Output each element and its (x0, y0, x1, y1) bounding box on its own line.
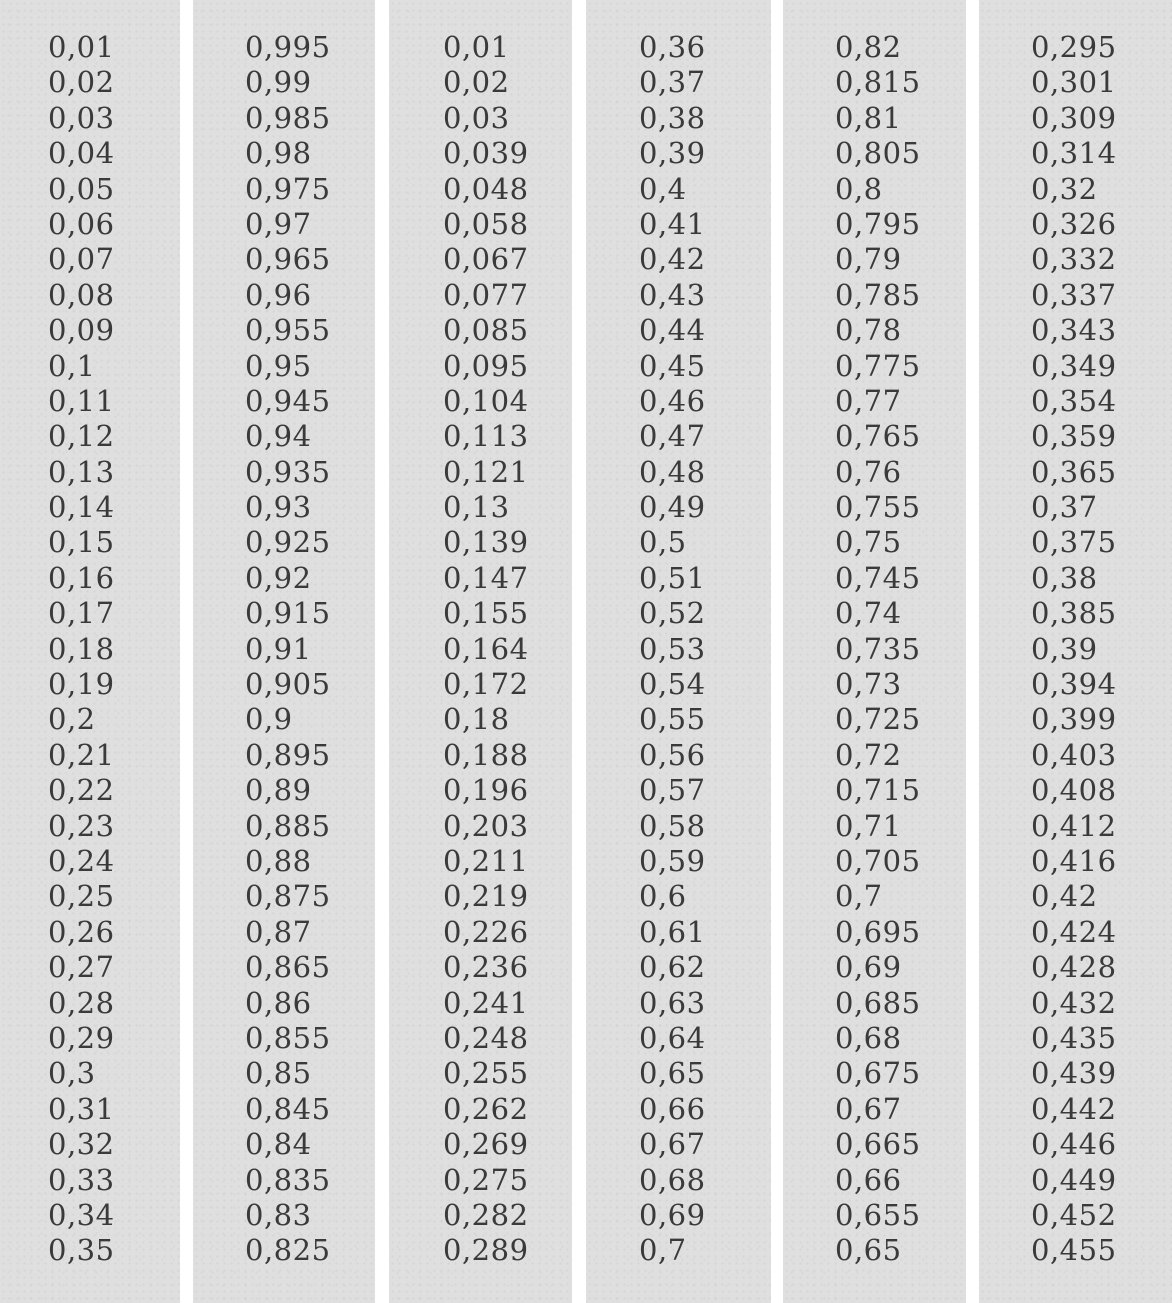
table-cell: 0,2 (48, 702, 96, 737)
table-cell: 0,88 (245, 843, 312, 878)
table-cell: 0,785 (835, 277, 921, 312)
table-cell: 0,91 (245, 631, 312, 666)
table-cell: 0,705 (835, 843, 921, 878)
table-cell: 0,314 (1031, 136, 1117, 171)
table-cell: 0,9 (245, 702, 293, 737)
table-cell: 0,665 (835, 1127, 921, 1162)
table-column-5 (783, 0, 966, 1303)
table-cell: 0,93 (245, 490, 312, 525)
table-cell: 0,147 (443, 560, 529, 595)
table-cell: 0,39 (1031, 631, 1098, 666)
table-cell: 0,61 (639, 914, 706, 949)
table-cell: 0,38 (639, 100, 706, 135)
table-cell: 0,685 (835, 985, 921, 1020)
table-cell: 0,885 (245, 808, 331, 843)
table-cell: 0,01 (48, 30, 115, 64)
table-cell: 0,6 (639, 879, 687, 914)
table-cell: 0,349 (1031, 348, 1117, 383)
table-cell: 0,394 (1031, 667, 1117, 702)
table-cell: 0,45 (639, 348, 706, 383)
table-cell: 0,25 (48, 879, 115, 914)
table-cell: 0,43 (639, 277, 706, 312)
table-cell: 0,282 (443, 1197, 529, 1232)
table-cell: 0,69 (639, 1197, 706, 1232)
table-cell: 0,301 (1031, 65, 1117, 100)
table-cell: 0,865 (245, 950, 331, 985)
table-cell: 0,74 (835, 596, 902, 631)
table-cell: 0,17 (48, 596, 115, 631)
table-cell: 0,59 (639, 843, 706, 878)
table-cell: 0,925 (245, 525, 331, 560)
table-cell: 0,51 (639, 560, 706, 595)
table-cell: 0,96 (245, 277, 312, 312)
table-cell: 0,16 (48, 560, 115, 595)
table-cell: 0,02 (443, 65, 510, 100)
table-cell: 0,735 (835, 631, 921, 666)
table-cell: 0,36 (639, 30, 706, 64)
table-cell: 0,442 (1031, 1091, 1117, 1126)
table-cell: 0,02 (48, 65, 115, 100)
table-cell: 0,22 (48, 773, 115, 808)
table-cell: 0,34 (48, 1197, 115, 1232)
table-cell: 0,18 (48, 631, 115, 666)
table-cell: 0,42 (639, 242, 706, 277)
table-cell: 0,332 (1031, 242, 1117, 277)
table-cell: 0,75 (835, 525, 902, 560)
table-cell: 0,1 (48, 348, 96, 383)
table-cell: 0,09 (48, 313, 115, 348)
table-cell: 0,164 (443, 631, 529, 666)
table-cell: 0,21 (48, 737, 115, 772)
table-cell: 0,77 (835, 383, 902, 418)
table-cell: 0,295 (1031, 30, 1117, 64)
table-cell: 0,188 (443, 737, 529, 772)
table-cell: 0,915 (245, 596, 331, 631)
table-cell: 0,835 (245, 1162, 331, 1197)
table-cell: 0,03 (48, 100, 115, 135)
table-cell: 0,3 (48, 1056, 96, 1091)
table-cell: 0,845 (245, 1091, 331, 1126)
table-cell: 0,408 (1031, 773, 1117, 808)
table-cell: 0,67 (835, 1091, 902, 1126)
table-cell: 0,31 (48, 1091, 115, 1126)
table-cell: 0,07 (48, 242, 115, 277)
table-cell: 0,255 (443, 1056, 529, 1091)
table-cell: 0,01 (443, 30, 510, 64)
table-cell: 0,432 (1031, 985, 1117, 1020)
table-cell: 0,87 (245, 914, 312, 949)
table-cell: 0,343 (1031, 313, 1117, 348)
table-cell: 0,46 (639, 383, 706, 418)
table-cell: 0,79 (835, 242, 902, 277)
table-column-2 (193, 0, 375, 1303)
table-cell: 0,54 (639, 667, 706, 702)
table-cell: 0,57 (639, 773, 706, 808)
table-cell: 0,825 (245, 1233, 331, 1268)
table-cell: 0,53 (639, 631, 706, 666)
table-cell: 0,39 (639, 136, 706, 171)
table-cell: 0,067 (443, 242, 529, 277)
table-cell: 0,269 (443, 1127, 529, 1162)
table-cell: 0,236 (443, 950, 529, 985)
table-cell: 0,32 (1031, 171, 1098, 206)
table-cell: 0,995 (245, 30, 331, 64)
table-cell: 0,428 (1031, 950, 1117, 985)
table-cell: 0,424 (1031, 914, 1117, 949)
table-cell: 0,14 (48, 490, 115, 525)
table-cell: 0,42 (1031, 879, 1098, 914)
table-cell: 0,37 (1031, 490, 1098, 525)
table-cell: 0,05 (48, 171, 115, 206)
table-cell: 0,354 (1031, 383, 1117, 418)
table-cell: 0,35 (48, 1233, 115, 1268)
table-cell: 0,039 (443, 136, 529, 171)
table-cell: 0,765 (835, 419, 921, 454)
table-cell: 0,113 (443, 419, 529, 454)
table-cell: 0,945 (245, 383, 331, 418)
table-cell: 0,675 (835, 1056, 921, 1091)
table-cell: 0,65 (835, 1233, 902, 1268)
table-cell: 0,965 (245, 242, 331, 277)
table-cell: 0,11 (48, 383, 115, 418)
table-cell: 0,715 (835, 773, 921, 808)
table-cell: 0,4 (639, 171, 687, 206)
table-cell: 0,24 (48, 843, 115, 878)
table-cell: 0,66 (835, 1162, 902, 1197)
table-cell: 0,309 (1031, 100, 1117, 135)
table-cell: 0,935 (245, 454, 331, 489)
table-cell: 0,44 (639, 313, 706, 348)
table-cell: 0,775 (835, 348, 921, 383)
table-column-6 (979, 0, 1172, 1303)
table-cell: 0,69 (835, 950, 902, 985)
table-cell: 0,196 (443, 773, 529, 808)
table-cell: 0,5 (639, 525, 687, 560)
table-cell: 0,86 (245, 985, 312, 1020)
table-cell: 0,81 (835, 100, 902, 135)
table-cell: 0,805 (835, 136, 921, 171)
table-cell: 0,03 (443, 100, 510, 135)
table-cell: 0,172 (443, 667, 529, 702)
table-cell: 0,04 (48, 136, 115, 171)
table-cell: 0,28 (48, 985, 115, 1020)
table-cell: 0,62 (639, 950, 706, 985)
table-cell: 0,855 (245, 1020, 331, 1055)
table-cell: 0,203 (443, 808, 529, 843)
table-cell: 0,41 (639, 206, 706, 241)
table-cell: 0,085 (443, 313, 529, 348)
table-cell: 0,06 (48, 206, 115, 241)
table-cell: 0,375 (1031, 525, 1117, 560)
table-cell: 0,875 (245, 879, 331, 914)
table-cell: 0,289 (443, 1233, 529, 1268)
table-cell: 0,58 (639, 808, 706, 843)
table-cell: 0,412 (1031, 808, 1117, 843)
table-cell: 0,95 (245, 348, 312, 383)
table-cell: 0,755 (835, 490, 921, 525)
table-cell: 0,455 (1031, 1233, 1117, 1268)
table-cell: 0,19 (48, 667, 115, 702)
table-cell: 0,7 (639, 1233, 687, 1268)
table-cell: 0,72 (835, 737, 902, 772)
table-column-4 (586, 0, 771, 1303)
table-cell: 0,13 (443, 490, 510, 525)
table-cell: 0,211 (443, 843, 529, 878)
table-cell: 0,23 (48, 808, 115, 843)
table-cell: 0,55 (639, 702, 706, 737)
table-cell: 0,155 (443, 596, 529, 631)
table-cell: 0,92 (245, 560, 312, 595)
table-cell: 0,89 (245, 773, 312, 808)
table-cell: 0,985 (245, 100, 331, 135)
table-cell: 0,104 (443, 383, 529, 418)
table-cell: 0,29 (48, 1020, 115, 1055)
table-cell: 0,452 (1031, 1197, 1117, 1232)
table-cell: 0,226 (443, 914, 529, 949)
table-cell: 0,121 (443, 454, 529, 489)
table-cell: 0,439 (1031, 1056, 1117, 1091)
table-cell: 0,08 (48, 277, 115, 312)
table-cell: 0,975 (245, 171, 331, 206)
table-cell: 0,139 (443, 525, 529, 560)
table-cell: 0,326 (1031, 206, 1117, 241)
table-cell: 0,73 (835, 667, 902, 702)
table-cell: 0,435 (1031, 1020, 1117, 1055)
table-cell: 0,71 (835, 808, 902, 843)
table-cell: 0,66 (639, 1091, 706, 1126)
table-cell: 0,38 (1031, 560, 1098, 595)
table-column-3 (389, 0, 572, 1303)
table-column-1 (0, 0, 180, 1303)
table-cell: 0,449 (1031, 1162, 1117, 1197)
table-cell: 0,27 (48, 950, 115, 985)
table-cell: 0,058 (443, 206, 529, 241)
table-cell: 0,385 (1031, 596, 1117, 631)
table-cell: 0,37 (639, 65, 706, 100)
table-cell: 0,68 (639, 1162, 706, 1197)
table-cell: 0,077 (443, 277, 529, 312)
table-cell: 0,403 (1031, 737, 1117, 772)
table-cell: 0,68 (835, 1020, 902, 1055)
table-cell: 0,446 (1031, 1127, 1117, 1162)
table-cell: 0,275 (443, 1162, 529, 1197)
table-cell: 0,94 (245, 419, 312, 454)
table-cell: 0,67 (639, 1127, 706, 1162)
table-cell: 0,12 (48, 419, 115, 454)
table-cell: 0,76 (835, 454, 902, 489)
table-cell: 0,52 (639, 596, 706, 631)
table-cell: 0,655 (835, 1197, 921, 1232)
table-cell: 0,26 (48, 914, 115, 949)
table-cell: 0,99 (245, 65, 312, 100)
table-cell: 0,048 (443, 171, 529, 206)
table-cell: 0,359 (1031, 419, 1117, 454)
table-cell: 0,33 (48, 1162, 115, 1197)
table-cell: 0,905 (245, 667, 331, 702)
table-cell: 0,32 (48, 1127, 115, 1162)
table-cell: 0,219 (443, 879, 529, 914)
table-cell: 0,095 (443, 348, 529, 383)
table-cell: 0,416 (1031, 843, 1117, 878)
table-cell: 0,815 (835, 65, 921, 100)
table-cell: 0,8 (835, 171, 883, 206)
table-cell: 0,795 (835, 206, 921, 241)
table-cell: 0,365 (1031, 454, 1117, 489)
table-cell: 0,337 (1031, 277, 1117, 312)
table-cell: 0,78 (835, 313, 902, 348)
table-cell: 0,82 (835, 30, 902, 64)
table-cell: 0,18 (443, 702, 510, 737)
table-cell: 0,64 (639, 1020, 706, 1055)
table-cell: 0,56 (639, 737, 706, 772)
table-cell: 0,895 (245, 737, 331, 772)
table-cell: 0,13 (48, 454, 115, 489)
table-cell: 0,97 (245, 206, 312, 241)
table-cell: 0,15 (48, 525, 115, 560)
table-cell: 0,725 (835, 702, 921, 737)
table-cell: 0,955 (245, 313, 331, 348)
table-cell: 0,48 (639, 454, 706, 489)
table-cell: 0,98 (245, 136, 312, 171)
table-cell: 0,83 (245, 1197, 312, 1232)
table-cell: 0,745 (835, 560, 921, 595)
table-cell: 0,248 (443, 1020, 529, 1055)
table-cell: 0,262 (443, 1091, 529, 1126)
table-cell: 0,7 (835, 879, 883, 914)
table-cell: 0,63 (639, 985, 706, 1020)
table-cell: 0,399 (1031, 702, 1117, 737)
table-cell: 0,84 (245, 1127, 312, 1162)
table-cell: 0,65 (639, 1056, 706, 1091)
table-cell: 0,47 (639, 419, 706, 454)
table-cell: 0,49 (639, 490, 706, 525)
table-cell: 0,85 (245, 1056, 312, 1091)
table-cell: 0,241 (443, 985, 529, 1020)
table-cell: 0,695 (835, 914, 921, 949)
